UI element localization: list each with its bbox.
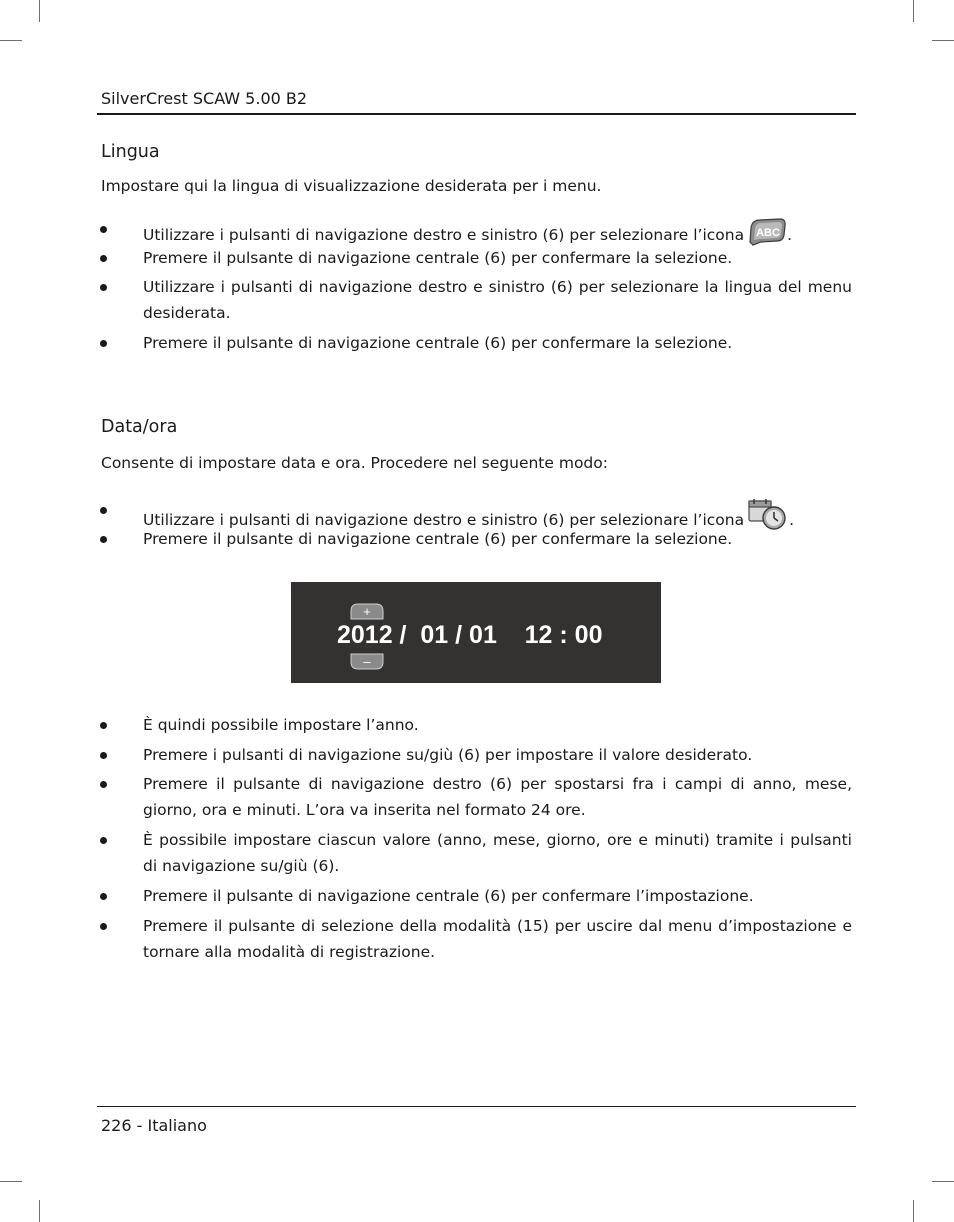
bullet-dot bbox=[100, 255, 107, 262]
crop-mark bbox=[932, 1181, 954, 1182]
list-item: Utilizzare i pulsanti di navigazione destro e sinistro (6) per selezionare l’icona . bbox=[143, 497, 852, 539]
bullet-dot bbox=[100, 781, 107, 788]
increment-button-graphic bbox=[350, 603, 384, 620]
list-item: Premere il pulsante di selezione della modalità (15) per uscire dal menu d’impostazione e tornare alla modalità di registrazione. bbox=[143, 917, 852, 961]
bullet-dot bbox=[100, 284, 107, 291]
section-title-dataora: Data/ora bbox=[101, 417, 178, 437]
crop-mark bbox=[913, 1200, 914, 1222]
date-time-display bbox=[291, 582, 661, 683]
list-item: Premere il pulsante di navigazione centrale (6) per confermare la selezione. bbox=[143, 530, 733, 548]
bullet-dot bbox=[100, 507, 107, 514]
bullet-dot bbox=[100, 752, 107, 759]
crop-mark bbox=[913, 0, 914, 22]
list-item: Premere i pulsanti di navigazione su/giù (6) per impostare il valore desiderato. bbox=[143, 746, 753, 764]
bullet-dot bbox=[100, 226, 107, 233]
list-item: Premere il pulsante di navigazione centrale (6) per confermare l’impostazione. bbox=[143, 887, 754, 905]
date-time-value: 2012 / 01 / 01 12 : 00 bbox=[337, 621, 603, 649]
bullet-dot bbox=[100, 837, 107, 844]
crop-mark bbox=[0, 1181, 22, 1182]
plus-icon: + bbox=[363, 604, 371, 619]
section-title-lingua: Lingua bbox=[101, 142, 160, 162]
lingua-intro: Impostare qui la lingua di visualizzazione desiderata per i menu. bbox=[101, 177, 602, 195]
list-item: Premere il pulsante di navigazione centrale (6) per confermare la selezione. bbox=[143, 334, 733, 352]
list-item: È possibile impostare ciascun valore (anno, mese, giorno, ore e minuti) tramite i pulsanti di navigazione su/giù (6). bbox=[143, 831, 852, 875]
bullet-dot bbox=[100, 923, 107, 930]
crop-mark bbox=[0, 40, 22, 41]
minus-icon: – bbox=[363, 654, 371, 669]
bullet-dot bbox=[100, 340, 107, 347]
page-number: 226 - Italiano bbox=[101, 1116, 207, 1135]
list-item: Utilizzare i pulsanti di navigazione destro e sinistro (6) per selezionare l’icona ABC . bbox=[143, 216, 852, 254]
crop-mark bbox=[932, 40, 954, 41]
list-item: Premere il pulsante di navigazione destro (6) per spostarsi fra i campi di anno, mese, giorno, ora e minuti. L’ora va inserita nel formato 24 ore. bbox=[143, 775, 852, 819]
decrement-button-graphic bbox=[350, 653, 384, 670]
list-item-text: Utilizzare i pulsanti di navigazione destro e sinistro (6) per selezionare l’icona bbox=[143, 226, 745, 244]
crop-mark bbox=[39, 0, 40, 22]
footer-rule bbox=[97, 1106, 856, 1107]
bullet-dot bbox=[100, 536, 107, 543]
list-item: È quindi possibile impostare l’anno. bbox=[143, 716, 419, 734]
abc-icon-text: ABC bbox=[756, 227, 781, 239]
header-rule bbox=[97, 113, 856, 115]
list-item: Premere il pulsante di navigazione centrale (6) per confermare la selezione. bbox=[143, 249, 733, 267]
crop-mark bbox=[39, 1200, 40, 1222]
bullet-dot bbox=[100, 893, 107, 900]
bullet-dot bbox=[100, 722, 107, 729]
dataora-intro: Consente di impostare data e ora. Procedere nel seguente modo: bbox=[101, 454, 608, 472]
list-item-text: Utilizzare i pulsanti di navigazione destro e sinistro (6) per selezionare l’icona bbox=[143, 511, 745, 529]
list-item: Utilizzare i pulsanti di navigazione destro e sinistro (6) per selezionare la lingua del menu desiderata. bbox=[143, 278, 852, 322]
document-header-title: SilverCrest SCAW 5.00 B2 bbox=[101, 89, 308, 108]
